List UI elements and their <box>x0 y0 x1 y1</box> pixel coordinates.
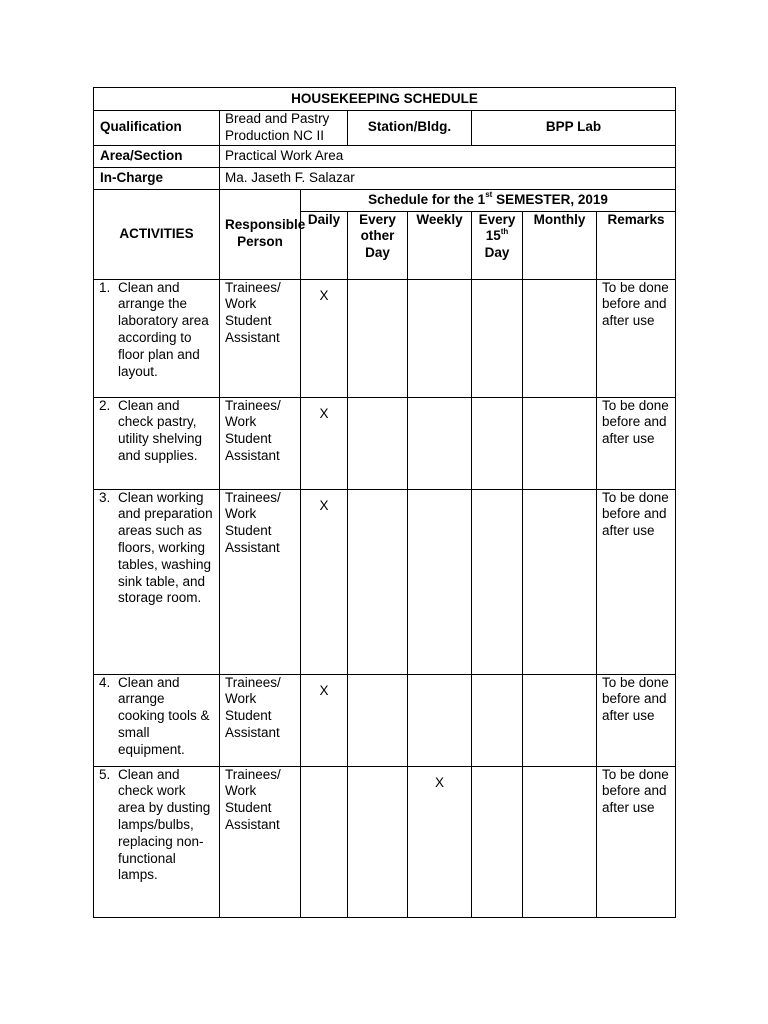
weekly-mark <box>413 398 466 406</box>
activity-number: 2. <box>99 397 111 413</box>
remarks-cell: To be done before and after use <box>597 279 676 397</box>
monthly-mark <box>528 280 591 288</box>
every-15th-day-mark <box>477 490 517 498</box>
weekly-mark <box>413 280 466 288</box>
area-value: Practical Work Area <box>220 145 676 167</box>
table-row <box>94 674 676 766</box>
activity-number: 5. <box>99 766 111 782</box>
monthly-mark <box>528 767 591 775</box>
activity-text: Clean and check pastry, utility shelving and supplies. <box>118 397 203 463</box>
every-15th-day-cell <box>472 674 523 766</box>
activity-text: Clean and arrange cooking tools & small equipment. <box>118 674 210 757</box>
monthly-cell <box>523 279 597 397</box>
activities-header: ACTIVITIES <box>94 189 220 279</box>
table-row <box>94 397 676 489</box>
schedule-table <box>93 87 676 918</box>
responsible-cell: Trainees/ Work Student Assistant <box>220 766 301 917</box>
every-15th-day-cell <box>472 489 523 674</box>
schedule-caption <box>301 189 676 211</box>
responsible-header: Responsible Person <box>220 189 301 279</box>
responsible-cell: Trainees/ Work Student Assistant <box>220 489 301 674</box>
monthly-mark <box>528 675 591 683</box>
every-other-day-mark <box>353 675 402 683</box>
activity-number: 4. <box>99 674 111 690</box>
responsible-cell: Trainees/ Work Student Assistant <box>220 397 301 489</box>
monthly-cell <box>523 766 597 917</box>
every-other-day-mark <box>353 280 402 288</box>
every-15th-day-mark <box>477 675 517 683</box>
weekly-header: Weekly <box>408 211 472 279</box>
every-other-day-cell <box>348 279 408 397</box>
every-other-day-cell <box>348 766 408 917</box>
qualification-value: Bread and Pastry Production NC II <box>220 111 348 146</box>
every-other-day-header: Every other Day <box>348 211 408 279</box>
every-other-day-mark <box>353 490 402 498</box>
remarks-cell: To be done before and after use <box>597 674 676 766</box>
daily-cell <box>301 489 348 674</box>
table-row <box>94 279 676 397</box>
activity-text: Clean working and preparation areas such as floors, working tables, washing sink table, and storage room. <box>118 489 213 606</box>
activity-number: 3. <box>99 489 111 505</box>
weekly-cell <box>408 766 472 917</box>
activity-cell <box>94 397 220 489</box>
activity-cell <box>94 674 220 766</box>
monthly-cell <box>523 397 597 489</box>
weekly-mark: X <box>434 774 444 790</box>
every-15th-a: Every 15 <box>478 211 516 244</box>
daily-cell <box>301 674 348 766</box>
daily-cell <box>301 766 348 917</box>
remarks-header: Remarks <box>597 211 676 279</box>
daily-cell <box>301 279 348 397</box>
activity-text: Clean and arrange the laboratory area according to floor plan and layout. <box>118 279 209 379</box>
monthly-cell <box>523 674 597 766</box>
every-15th-day-mark <box>477 398 517 406</box>
station-label: Station/Bldg. <box>348 111 472 146</box>
schedule-prefix: Schedule for the 1 <box>368 191 486 207</box>
activity-cell <box>94 489 220 674</box>
responsible-cell: Trainees/ Work Student Assistant <box>220 674 301 766</box>
every-15th-day-mark <box>477 767 517 775</box>
weekly-cell <box>408 279 472 397</box>
every-other-day-mark <box>353 398 402 406</box>
document-title: HOUSEKEEPING SCHEDULE <box>94 88 676 111</box>
daily-header: Daily <box>301 211 348 279</box>
every-15th-day-cell <box>472 279 523 397</box>
schedule-header-row <box>94 189 676 211</box>
daily-cell <box>301 397 348 489</box>
incharge-row <box>94 167 676 189</box>
housekeeping-schedule-sheet <box>93 87 675 918</box>
every-other-day-mark <box>353 767 402 775</box>
activity-number: 1. <box>99 279 111 295</box>
every-15th-day-header <box>472 211 523 279</box>
incharge-value: Ma. Jaseth F. Salazar <box>220 167 676 189</box>
remarks-cell: To be done before and after use <box>597 489 676 674</box>
table-row <box>94 766 676 917</box>
every-15th-day-mark <box>477 280 517 288</box>
qualification-row <box>94 111 676 146</box>
area-row <box>94 145 676 167</box>
incharge-label: In-Charge <box>94 167 220 189</box>
every-15th-day-cell <box>472 766 523 917</box>
schedule-sup: st <box>485 190 493 200</box>
activity-cell <box>94 766 220 917</box>
responsible-cell: Trainees/ Work Student Assistant <box>220 279 301 397</box>
monthly-header: Monthly <box>523 211 597 279</box>
weekly-cell <box>408 489 472 674</box>
monthly-cell <box>523 489 597 674</box>
daily-mark: X <box>319 287 329 303</box>
daily-mark <box>306 767 342 775</box>
every-other-day-cell <box>348 674 408 766</box>
every-15th-day-cell <box>472 397 523 489</box>
monthly-mark <box>528 398 591 406</box>
daily-mark: X <box>319 682 329 698</box>
station-value: BPP Lab <box>472 111 676 146</box>
every-other-day-cell <box>348 489 408 674</box>
every-15th-b: Day <box>484 245 510 261</box>
every-15th-sup: th <box>500 226 509 236</box>
weekly-mark <box>413 675 466 683</box>
qualification-label: Qualification <box>94 111 220 146</box>
weekly-cell <box>408 397 472 489</box>
activity-text: Clean and check work area by dusting lamps/bulbs, replacing non-functional lamps. <box>118 766 211 883</box>
table-row <box>94 489 676 674</box>
title-row <box>94 88 676 111</box>
daily-mark: X <box>319 405 329 421</box>
activity-cell <box>94 279 220 397</box>
remarks-cell: To be done before and after use <box>597 397 676 489</box>
weekly-mark <box>413 490 466 498</box>
schedule-suffix: SEMESTER, 2019 <box>492 191 608 207</box>
every-other-day-cell <box>348 397 408 489</box>
weekly-cell <box>408 674 472 766</box>
monthly-mark <box>528 490 591 498</box>
remarks-cell: To be done before and after use <box>597 766 676 917</box>
daily-mark: X <box>319 497 329 513</box>
area-label: Area/Section <box>94 145 220 167</box>
